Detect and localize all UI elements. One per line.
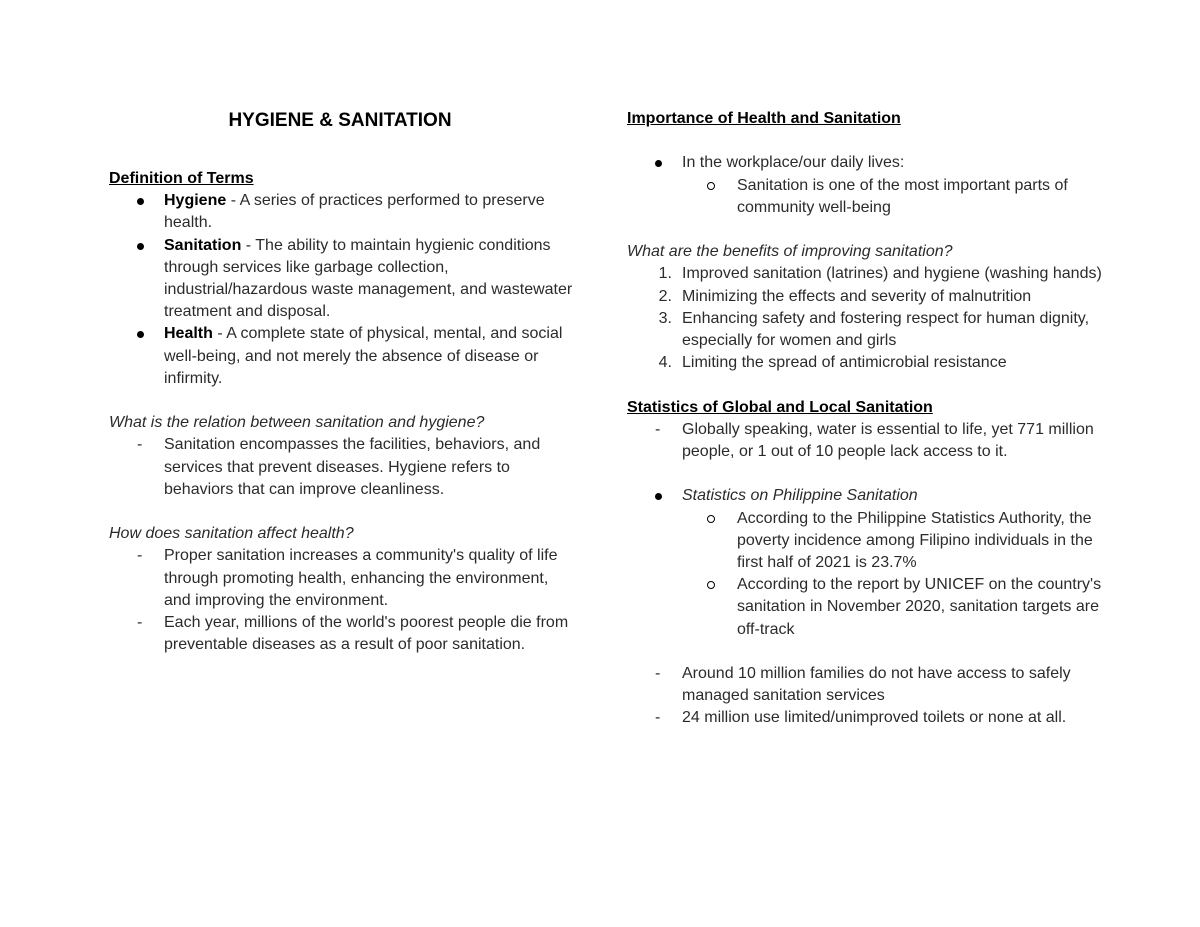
benefits-list (627, 263, 1107, 374)
item-number: 3. (658, 309, 672, 327)
dash-marker: - (655, 420, 661, 438)
list-item-text: According to the report by UNICEF on the country's sanitation in November 2020, sanitation targets are off-track (737, 576, 1102, 638)
list-item (109, 612, 579, 656)
philippine-list (627, 485, 1107, 640)
item-number: 2. (658, 287, 672, 305)
dash-marker: - (655, 709, 661, 727)
list-item (627, 663, 1107, 707)
list-item-text: 24 million use limited/unimproved toilets or none at all. (682, 709, 1067, 727)
definitions-heading: Definition of Terms (109, 170, 254, 187)
numbered-item (627, 286, 1107, 308)
list-item-text: Enhancing safety and fostering respect for human dignity, especially for women and girls (682, 309, 1090, 349)
definition-hygiene (109, 190, 579, 234)
statistics-heading: Statistics of Global and Local Sanitation (627, 398, 933, 416)
hollow-bullet-icon (707, 574, 729, 596)
dash-marker: - (137, 614, 143, 632)
health-effect-list (109, 545, 579, 656)
list-item (627, 419, 1107, 463)
list-item (627, 152, 1107, 174)
list-item-text: Sanitation is one of the most important parts of community well-being (737, 176, 1068, 216)
list-item (627, 707, 1107, 729)
definition-text: - The ability to maintain hygienic conditions through services like garbage collection, industrial/hazardous waste management, and wastewater treatment and disposal. (164, 236, 573, 321)
list-item-text: Improved sanitation (latrines) and hygiene (washing hands) (682, 265, 1102, 283)
list-item-text: Globally speaking, water is essential to life, yet 771 million people, or 1 out of 10 people lack access to it. (682, 420, 1094, 460)
relation-list (109, 434, 579, 501)
hollow-bullet-icon (707, 508, 729, 530)
document-title: HYGIENE & SANITATION (228, 110, 452, 131)
bullet-icon (137, 190, 159, 212)
importance-heading: Importance of Health and Sanitation (627, 110, 901, 127)
dash-marker: - (137, 547, 143, 565)
bullet-icon (137, 323, 159, 345)
list-item-text: Statistics on Philippine Sanitation (682, 487, 918, 505)
sub-list-item (627, 508, 1107, 575)
list-item-text: Minimizing the effects and severity of malnutrition (682, 287, 1032, 305)
sub-list-item (627, 175, 1107, 219)
definition-health (109, 323, 579, 390)
list-item-text: Sanitation encompasses the facilities, behaviors, and services that prevent diseases. Hygiene refers to behaviors that can improve cleanliness. (164, 436, 541, 498)
bullet-icon (137, 235, 159, 257)
sub-list-item (627, 574, 1107, 641)
definition-text: - A complete state of physical, mental, and social well-being, and not merely the absence of disease or infirmity. (164, 325, 563, 387)
list-item (109, 434, 579, 501)
definition-text: - A series of practices performed to preserve health. (164, 192, 545, 232)
list-item-text: Around 10 million families do not have access to safely managed sanitation services (682, 665, 1071, 705)
final-list (627, 663, 1107, 730)
numbered-item (627, 308, 1107, 352)
left-column (109, 108, 579, 656)
health-effect-question: How does sanitation affect health? (109, 525, 354, 543)
numbered-item (627, 263, 1107, 285)
list-item-text: Limiting the spread of antimicrobial resistance (682, 354, 1007, 372)
numbered-item (627, 352, 1107, 374)
relation-question: What is the relation between sanitation and hygiene? (109, 414, 485, 432)
bullet-icon (655, 485, 677, 507)
dash-marker: - (137, 436, 143, 454)
definition-term: Hygiene (164, 192, 227, 210)
list-item (109, 545, 579, 612)
list-item (627, 485, 1107, 507)
item-number: 4. (658, 354, 672, 372)
hollow-bullet-icon (707, 175, 729, 197)
definition-term: Health (164, 325, 213, 343)
global-list (627, 419, 1107, 463)
definitions-list (109, 190, 579, 390)
list-item-text: Each year, millions of the world's poorest people die from preventable diseases as a result of poor sanitation. (164, 614, 569, 654)
definition-sanitation (109, 235, 579, 324)
bullet-icon (655, 152, 677, 174)
list-item-text: Proper sanitation increases a community's quality of life through promoting health, enhancing the environment, and improving the environment. (164, 547, 558, 609)
right-column (627, 108, 1107, 730)
importance-list (627, 152, 1107, 219)
list-item-text: In the workplace/our daily lives: (682, 154, 905, 172)
definition-term: Sanitation (164, 236, 242, 254)
benefits-question: What are the benefits of improving sanitation? (627, 243, 953, 261)
dash-marker: - (655, 665, 661, 682)
list-item-text: According to the Philippine Statistics Authority, the poverty incidence among Filipino individuals in the first half of 2021 is 23.7% (737, 509, 1093, 571)
item-number: 1. (658, 265, 672, 283)
